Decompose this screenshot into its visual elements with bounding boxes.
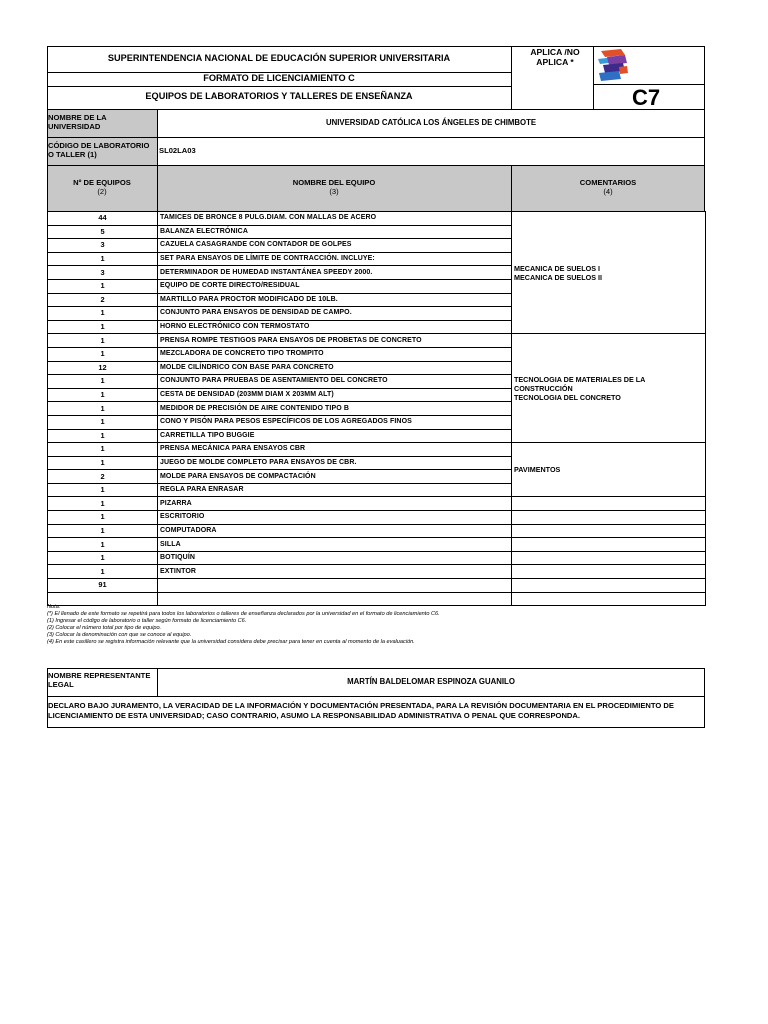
comment-cell: [512, 443, 706, 497]
representative-value: MARTÍN BALDELOMAR ESPINOZA GUANILO: [347, 677, 515, 686]
header-divider: [511, 46, 512, 110]
equipment-name-cell: CONO Y PISÓN PARA PESOS ESPECÍFICOS DE LOS AGREGADOS FINOS: [158, 415, 512, 429]
equipment-name-cell: MEZCLADORA DE CONCRETO TIPO TROMPITO: [158, 347, 512, 361]
equipment-name-cell: COMPUTADORA: [158, 524, 512, 538]
stacked-blocks-logo-icon: [595, 47, 639, 83]
table-row: [48, 511, 706, 525]
qty-cell: 3: [48, 266, 158, 280]
equipment-name-cell: CESTA DE DENSIDAD (203MM DIAM X 203MM ALT): [158, 388, 512, 402]
table-row: [48, 565, 706, 579]
qty-cell: 1: [48, 497, 158, 511]
col-header-comments-text: COMENTARIOS: [579, 178, 637, 187]
institution-title: SUPERINTENDENCIA NACIONAL DE EDUCACIÓN SUPERIOR UNIVERSITARIA: [107, 53, 451, 63]
qty-cell: 1: [48, 415, 158, 429]
equipment-name-cell: EXTINTOR: [158, 565, 512, 579]
aplica-label: APLICA /NO APLICA *: [530, 47, 580, 67]
equipment-name-cell: BALANZA ELECTRÓNICA: [158, 225, 512, 239]
qty-cell: 1: [48, 347, 158, 361]
table-row: [48, 212, 706, 226]
declaration-text: DECLARO BAJO JURAMENTO, LA VERACIDAD DE LA INFORMACIÓN Y DOCUMENTACIÓN PRESENTADA, PARA LA REVISIÓN DOCUMENTARIA EN EL PROCEDIMIENTO DE LICENCIAMIENTO DE ESTA UNIVERSIDAD; CASO CONTRARIO, ASUMO LA RESPONSABILIDAD ADMINISTRATIVA O PENAL QUE CORRESPONDA.: [48, 701, 674, 720]
equipment-name-cell: HORNO ELECTRÓNICO CON TERMOSTATO: [158, 320, 512, 334]
qty-cell: 1: [48, 443, 158, 457]
equipment-name-cell: SILLA: [158, 538, 512, 552]
university-label: NOMBRE DE LA UNIVERSIDAD: [48, 113, 107, 131]
subtitle: EQUIPOS DE LABORATORIOS Y TALLERES DE ENSEÑANZA: [145, 91, 413, 101]
qty-cell: 1: [48, 524, 158, 538]
equipment-name-cell: [158, 579, 512, 593]
comment-cell: [512, 592, 706, 606]
qty-cell: 1: [48, 252, 158, 266]
table-row: [48, 551, 706, 565]
header-divider-2: [593, 46, 594, 110]
equipment-name-cell: SET PARA ENSAYOS DE LÍMITE DE CONTRACCIÓN. INCLUYE:: [158, 252, 512, 266]
comment-cell: [512, 334, 706, 443]
equipment-name-cell: ESCRITORIO: [158, 511, 512, 525]
labcode-value: SL02LA03: [159, 146, 196, 155]
equipment-name-cell: MEDIDOR DE PRECISIÓN DE AIRE CONTENIDO TIPO B: [158, 402, 512, 416]
col-header-qty: [47, 178, 157, 196]
representative-label: NOMBRE REPRESENTANTE LEGAL: [48, 671, 151, 689]
qty-cell: 1: [48, 375, 158, 389]
equipment-name-cell: CAZUELA CASAGRANDE CON CONTADOR DE GOLPES: [158, 239, 512, 253]
equipment-table: [47, 211, 706, 606]
qty-cell: 5: [48, 225, 158, 239]
qty-cell: 1: [48, 551, 158, 565]
qty-cell: 1: [48, 483, 158, 497]
qty-cell: 2: [48, 470, 158, 484]
col-header-name-num: (3): [329, 187, 339, 196]
comment-cell: [512, 212, 706, 334]
table-row: [48, 524, 706, 538]
qty-cell: 3: [48, 239, 158, 253]
qty-cell: 1: [48, 538, 158, 552]
equipment-name-cell: MARTILLO PARA PROCTOR MODIFICADO DE 10LB.: [158, 293, 512, 307]
col-header-name: [157, 178, 511, 196]
qty-cell: [48, 592, 158, 606]
table-row: [48, 592, 706, 606]
qty-cell: 1: [48, 565, 158, 579]
col-header-comments: [511, 178, 705, 196]
note-line: Nota:: [47, 604, 61, 610]
table-row: [48, 334, 706, 348]
table-row: [48, 538, 706, 552]
equipment-name-cell: DETERMINADOR DE HUMEDAD INSTANTÁNEA SPEEDY 2000.: [158, 266, 512, 280]
qty-cell: 1: [48, 279, 158, 293]
note-line: (*) El llenado de este formato se repetirá para todos los laboratorios o talleres de enseñanza declarados por la universidad en el formato de licenciamiento C6.: [47, 611, 440, 617]
equipment-name-cell: PIZARRA: [158, 497, 512, 511]
equipment-name-cell: CONJUNTO PARA PRUEBAS DE ASENTAMIENTO DEL CONCRETO: [158, 375, 512, 389]
signature-row-line: [47, 696, 705, 697]
comment-cell: [512, 497, 706, 511]
header-row-line-2: [47, 86, 512, 87]
equipment-name-cell: JUEGO DE MOLDE COMPLETO PARA ENSAYOS DE CBR.: [158, 456, 512, 470]
university-value: UNIVERSIDAD CATÓLICA LOS ÁNGELES DE CHIMBOTE: [325, 118, 537, 127]
equipment-name-cell: CARRETILLA TIPO BUGGIE: [158, 429, 512, 443]
qty-cell: 1: [48, 334, 158, 348]
table-row: [48, 497, 706, 511]
col-header-qty-text: Nº DE EQUIPOS: [73, 178, 131, 187]
labcode-label: CÓDIGO DE LABORATORIO O TALLER (1): [48, 141, 150, 159]
comment-cell: [512, 524, 706, 538]
comment-line: MECANICA DE SUELOS I: [514, 263, 600, 273]
qty-cell: 1: [48, 511, 158, 525]
comment-cell: [512, 551, 706, 565]
comment-line: TECNOLOGIA DEL CONCRETO: [514, 392, 621, 402]
qty-cell: 1: [48, 320, 158, 334]
equipment-name-cell: REGLA PARA ENRASAR: [158, 483, 512, 497]
comment-cell: [512, 565, 706, 579]
equipment-name-cell: MOLDE PARA ENSAYOS DE COMPACTACIÓN: [158, 470, 512, 484]
note-line: (4) En este casillero se registra información relevante que la universidad considera debe precisar para tener en cuenta al momento de la evaluación.: [47, 639, 415, 645]
comment-line: PAVIMENTOS: [514, 465, 561, 475]
qty-cell: 1: [48, 307, 158, 321]
equipment-name-cell: CONJUNTO PARA ENSAYOS DE DENSIDAD DE CAMPO.: [158, 307, 512, 321]
qty-cell: 44: [48, 212, 158, 226]
col-header-qty-num: (2): [97, 187, 107, 196]
qty-cell: 1: [48, 388, 158, 402]
note-line: (2) Colocar el número total por tipo de equipo.: [47, 625, 162, 631]
comment-line: TECNOLOGIA DE MATERIALES DE LA CONSTRUCCIÓN: [514, 374, 646, 393]
total-qty-cell: 91: [48, 579, 158, 593]
form-code: C7: [632, 85, 661, 110]
note-line: (1) Ingresar el código de laboratorio o taller según formato de licenciamiento C6.: [47, 618, 247, 624]
comment-cell: [512, 538, 706, 552]
table-row: [48, 443, 706, 457]
total-row: [48, 579, 706, 593]
comment-cell: [512, 511, 706, 525]
comment-line: MECANICA DE SUELOS II: [514, 272, 602, 282]
col-header-name-text: NOMBRE DEL EQUIPO: [292, 178, 376, 187]
comment-cell: [512, 579, 706, 593]
qty-cell: 1: [48, 429, 158, 443]
equipment-name-cell: PRENSA MECÁNICA PARA ENSAYOS CBR: [158, 443, 512, 457]
note-line: (3) Colocar la denominación con que se conoce al equipo.: [47, 632, 192, 638]
equipment-name-cell: TAMICES DE BRONCE 8 PULG.DIAM. CON MALLAS DE ACERO: [158, 212, 512, 226]
equipment-name-cell: MOLDE CILÍNDRICO CON BASE PARA CONCRETO: [158, 361, 512, 375]
equipment-name-cell: BOTIQUÍN: [158, 551, 512, 565]
qty-cell: 1: [48, 456, 158, 470]
qty-cell: 1: [48, 402, 158, 416]
qty-cell: 2: [48, 293, 158, 307]
equipment-name-cell: PRENSA ROMPE TESTIGOS PARA ENSAYOS DE PROBETAS DE CONCRETO: [158, 334, 512, 348]
equipment-name-cell: EQUIPO DE CORTE DIRECTO/RESIDUAL: [158, 279, 512, 293]
equipment-name-cell: [158, 592, 512, 606]
format-title: FORMATO DE LICENCIAMIENTO C: [203, 73, 355, 83]
col-header-comments-num: (4): [603, 187, 613, 196]
qty-cell: 12: [48, 361, 158, 375]
